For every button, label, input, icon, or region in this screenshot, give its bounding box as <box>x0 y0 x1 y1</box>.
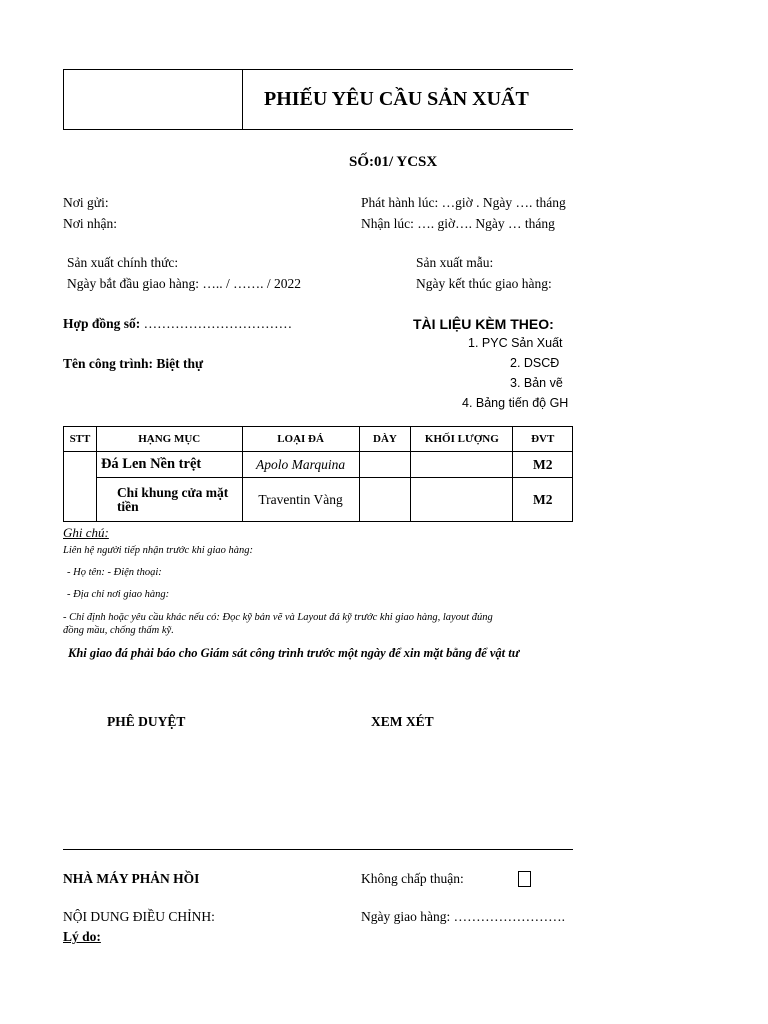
reason-label: Lý do: <box>63 929 101 944</box>
contract-label: Hợp đồng số: <box>63 316 141 331</box>
attachment-item: 4. Bảng tiến độ GH <box>462 396 569 410</box>
notes-title: Ghi chú: <box>63 525 109 540</box>
cell-hang-muc: Chỉ khung cửa mặt tiền <box>96 478 242 522</box>
notes-line: Liên hệ người tiếp nhận trước khi giao hàng: <box>63 545 254 556</box>
project-name: Tên công trình: Biệt thự <box>63 356 204 371</box>
table-row <box>64 478 573 522</box>
cell-khoi-luong <box>411 478 513 522</box>
table-row <box>64 452 573 478</box>
cell-loai-da: Traventin Vàng <box>242 478 359 522</box>
notes-line: - Chỉ định hoặc yêu cầu khác nếu có: Đọc kỹ bản vẽ và Layout đá kỹ trước khi giao hàng, layout đúng <box>63 612 493 623</box>
header-divider <box>242 70 243 129</box>
contract-dots: …………………………… <box>140 316 293 331</box>
cell-day <box>359 478 411 522</box>
items-table <box>63 426 573 522</box>
attachment-item: 3. Bản vẽ <box>510 376 563 390</box>
cell-dvt: M2 <box>513 478 573 522</box>
received-at: Nhận lúc: …. giờ…. Ngày … tháng <box>361 216 555 231</box>
header-day: DÀY <box>359 427 411 452</box>
delivery-date-field: Ngày giao hàng: ……………………. <box>361 909 565 924</box>
not-accepted-label: Không chấp thuận: <box>361 871 464 886</box>
notes-line: đồng mầu, chống thấm kỹ. <box>63 625 174 636</box>
cell-dvt: M2 <box>513 452 573 478</box>
sample-production: Sản xuất mẫu: <box>416 255 494 270</box>
delivery-warning: Khi giao đá phải báo cho Giám sát công trình trước một ngày để xin mặt bằng để vật tư <box>68 646 520 660</box>
review-label: XEM XÉT <box>371 714 434 729</box>
header-box <box>63 69 573 130</box>
attachment-item: 1. PYC Sản Xuất <box>468 336 563 350</box>
not-accepted-checkbox[interactable] <box>518 871 531 887</box>
header-stt: STT <box>64 427 97 452</box>
contract-number <box>63 316 292 332</box>
table-header-row <box>64 427 573 452</box>
cell-day <box>359 452 411 478</box>
attachments-title: TÀI LIỆU KÈM THEO: <box>413 316 554 332</box>
header-hang-muc: HẠNG MỤC <box>96 427 242 452</box>
header-khoi-luong: KHỐI LƯỢNG <box>411 427 513 452</box>
cell-hang-muc: Đá Len Nền trệt <box>96 452 242 478</box>
attachment-item: 2. DSCĐ <box>510 356 560 370</box>
notes-line: - Địa chỉ nơi giao hàng: <box>67 589 170 600</box>
cell-stt <box>64 452 97 522</box>
delivery-end-date: Ngày kết thúc giao hàng: <box>416 276 552 291</box>
document-number: SỐ:01/ YCSX <box>349 154 438 170</box>
issued-at: Phát hành lúc: …giờ . Ngày …. tháng <box>361 195 566 210</box>
document-title: PHIẾU YÊU CẦU SẢN XUẤT <box>264 88 529 110</box>
approval-label: PHÊ DUYỆT <box>107 714 186 729</box>
adjustment-content-label: NỘI DUNG ĐIỀU CHỈNH: <box>63 909 215 924</box>
sender-label: Nơi gửi: <box>63 195 109 210</box>
header-dvt: ĐVT <box>513 427 573 452</box>
delivery-start-date: Ngày bắt đầu giao hàng: ….. / ……. / 2022 <box>67 276 301 291</box>
notes-line: - Họ tên: - Điện thoại: <box>67 567 162 578</box>
cell-loai-da: Apolo Marquina <box>242 452 359 478</box>
factory-response-title: NHÀ MÁY PHẢN HỒI <box>63 871 200 886</box>
receiver-label: Nơi nhận: <box>63 216 118 231</box>
header-loai-da: LOẠI ĐÁ <box>242 427 359 452</box>
official-production: Sản xuất chính thức: <box>67 255 179 270</box>
cell-khoi-luong <box>411 452 513 478</box>
section-divider <box>63 849 573 850</box>
